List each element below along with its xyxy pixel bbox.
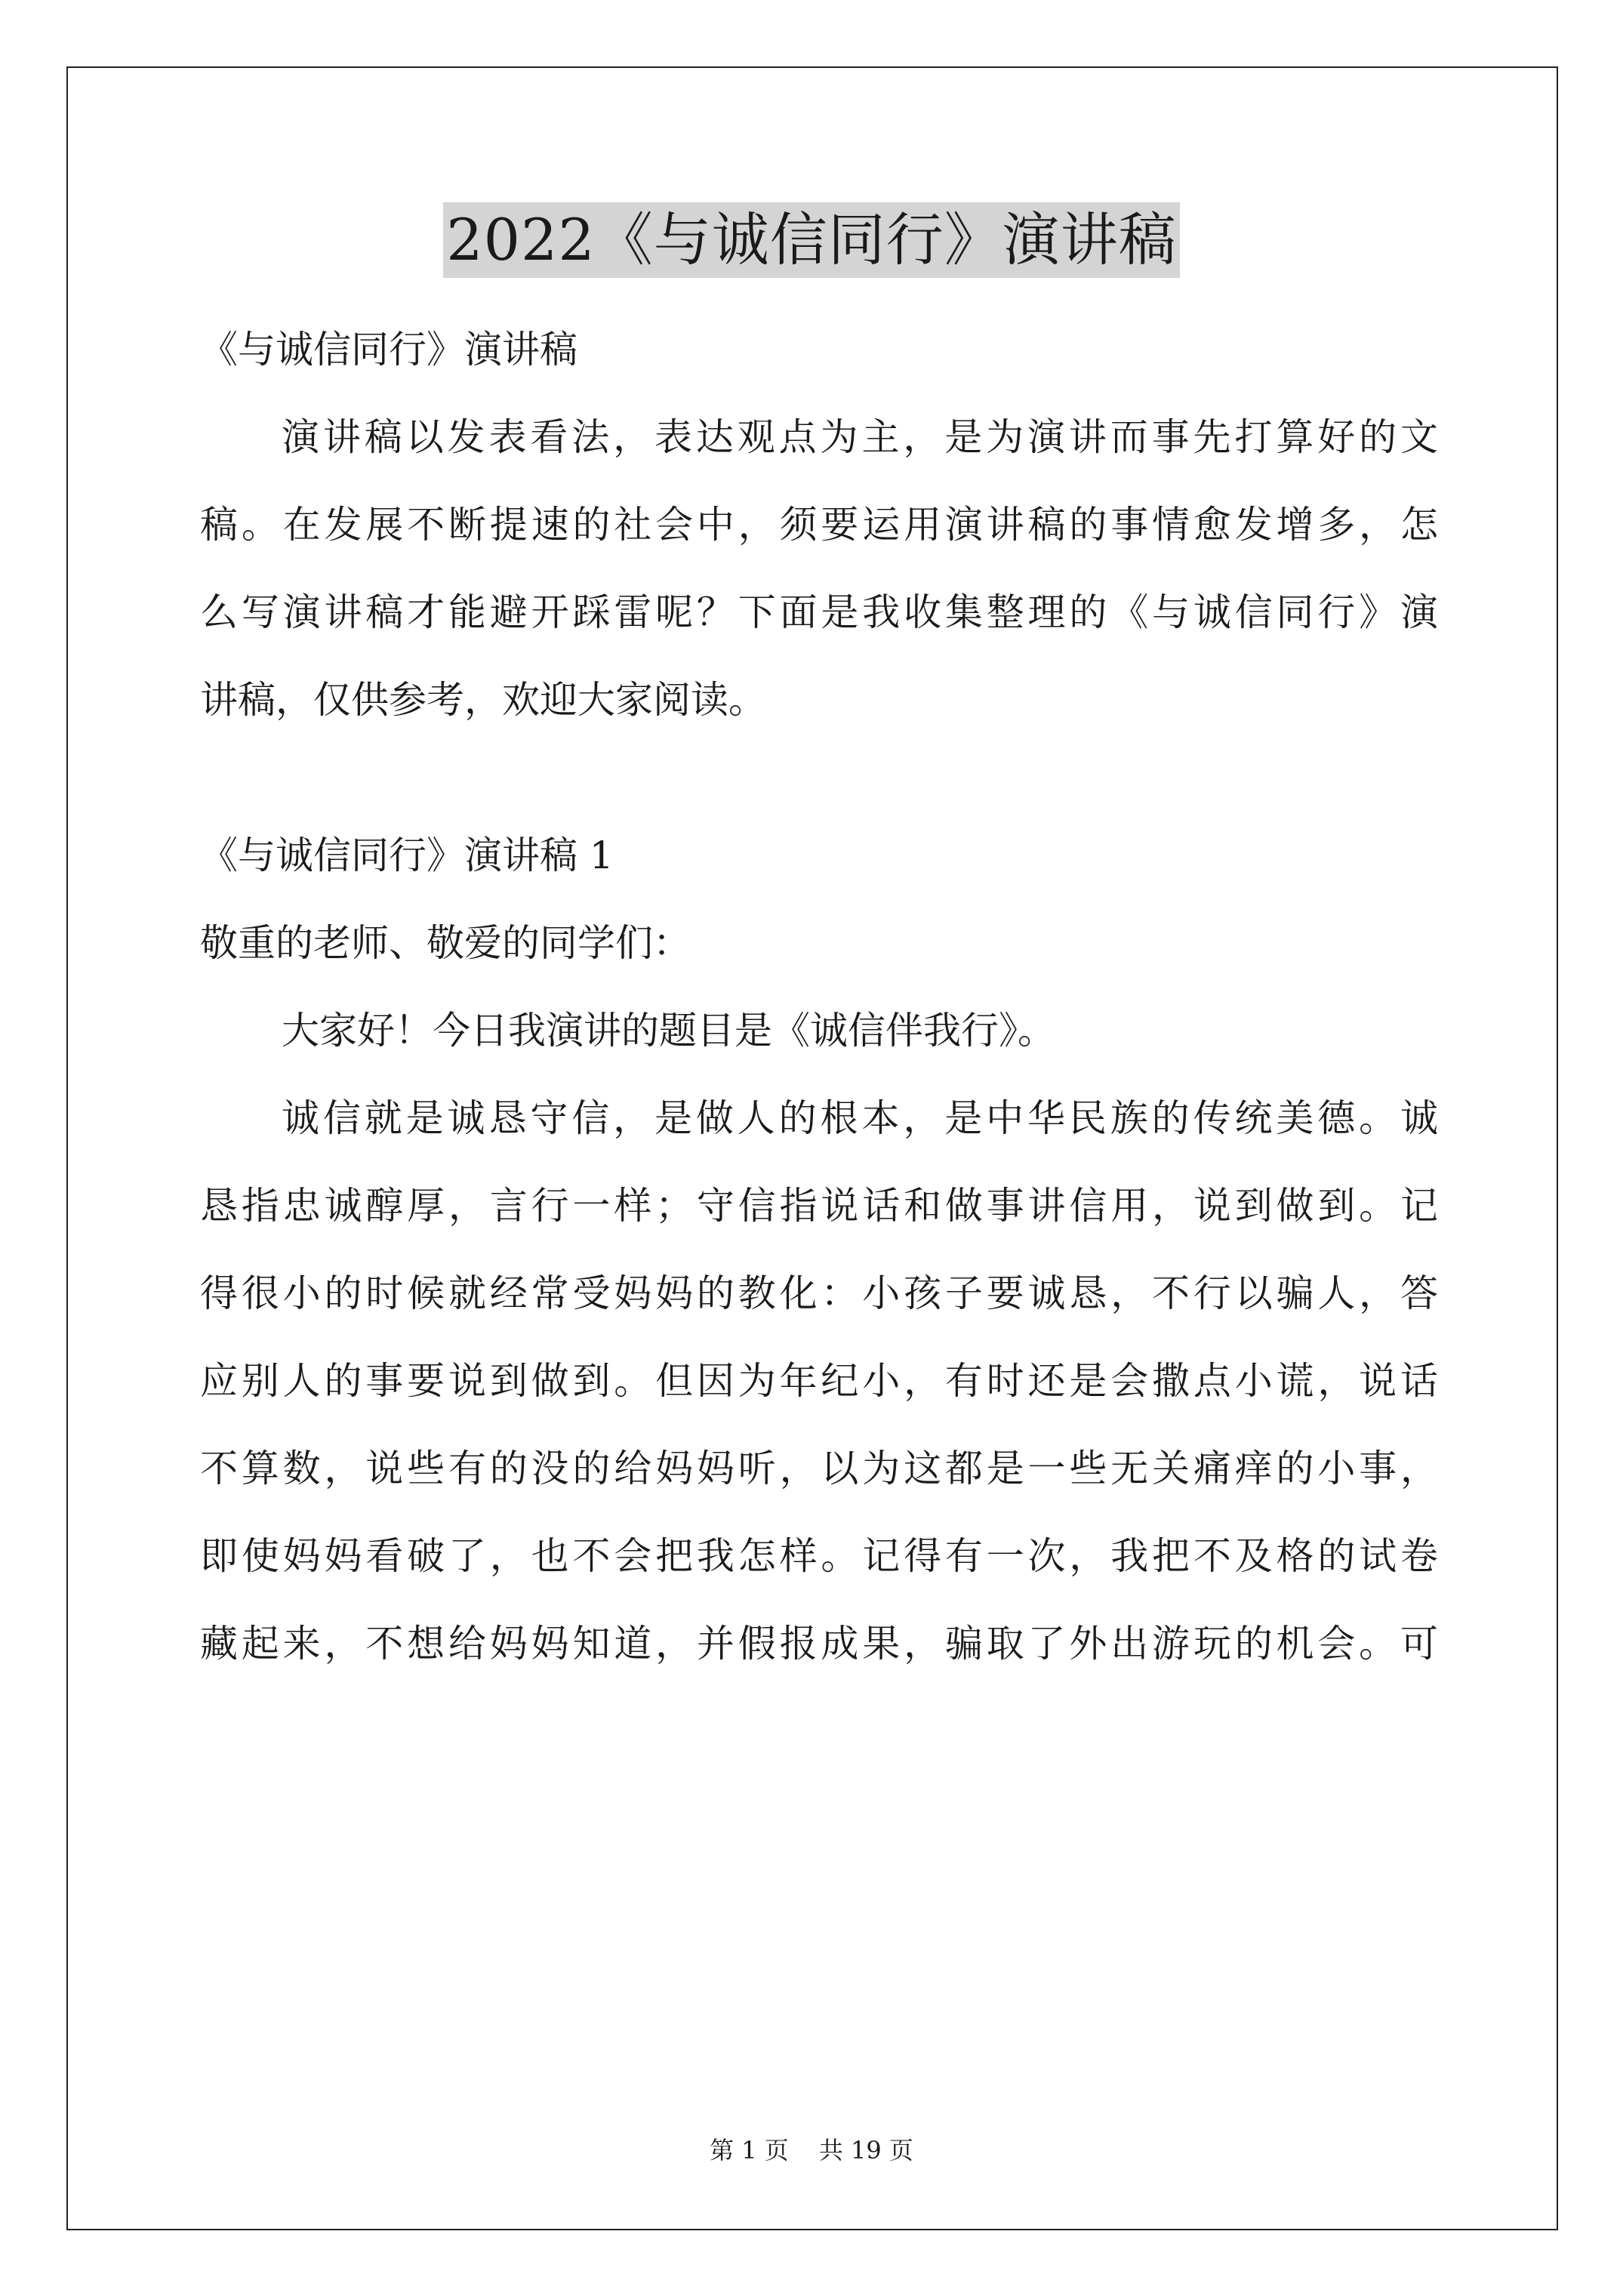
page-total: 共 19 页 bbox=[818, 2136, 913, 2165]
page-footer bbox=[0, 2135, 1623, 2165]
body-line: 得很小的时候就经常受妈妈的教化：小孩子要诚恳，不行以骗人，答 bbox=[200, 1271, 1438, 1315]
spacer bbox=[200, 744, 1438, 812]
section-heading: 《与诚信同行》演讲稿 1 bbox=[200, 834, 614, 877]
body-line: 诚信就是诚恳守信，是做人的根本，是中华民族的传统美德。诚 bbox=[282, 1096, 1438, 1140]
body-line: 恳指忠诚醇厚，言行一样；守信指说话和做事讲信用，说到做到。记 bbox=[200, 1184, 1438, 1228]
intro-line: 演讲稿以发表看法，表达观点为主，是为演讲而事先打算好的文 bbox=[282, 415, 1438, 459]
document-title: 2022《与诚信同行》演讲稿 bbox=[443, 202, 1179, 278]
greeting: 大家好！今日我演讲的题目是《诚信伴我行》。 bbox=[282, 1009, 1055, 1052]
body-line: 不算数，说些有的没的给妈妈听，以为这都是一些无关痛痒的小事， bbox=[200, 1447, 1438, 1490]
body-line: 藏起来，不想给妈妈知道，并假报成果，骗取了外出游玩的机会。可 bbox=[200, 1622, 1438, 1666]
intro-line: 讲稿，仅供参考，欢迎大家阅读。 bbox=[200, 678, 766, 722]
subtitle: 《与诚信同行》演讲稿 bbox=[200, 328, 577, 371]
intro-line: 么写演讲稿才能避开踩雷呢？下面是我收集整理的《与诚信同行》演 bbox=[200, 590, 1438, 634]
intro-line: 稿。在发展不断提速的社会中，须要运用演讲稿的事情愈发增多，怎 bbox=[200, 503, 1438, 547]
page-number: 第 1 页 bbox=[710, 2136, 789, 2165]
document-body bbox=[200, 306, 1438, 1687]
title-container bbox=[0, 202, 1623, 278]
salutation: 敬重的老师、敬爱的同学们： bbox=[200, 921, 691, 965]
body-line: 应别人的事要说到做到。但因为年纪小，有时还是会撒点小谎，说话 bbox=[200, 1359, 1438, 1403]
body-line: 即使妈妈看破了，也不会把我怎样。记得有一次，我把不及格的试卷 bbox=[200, 1534, 1438, 1578]
